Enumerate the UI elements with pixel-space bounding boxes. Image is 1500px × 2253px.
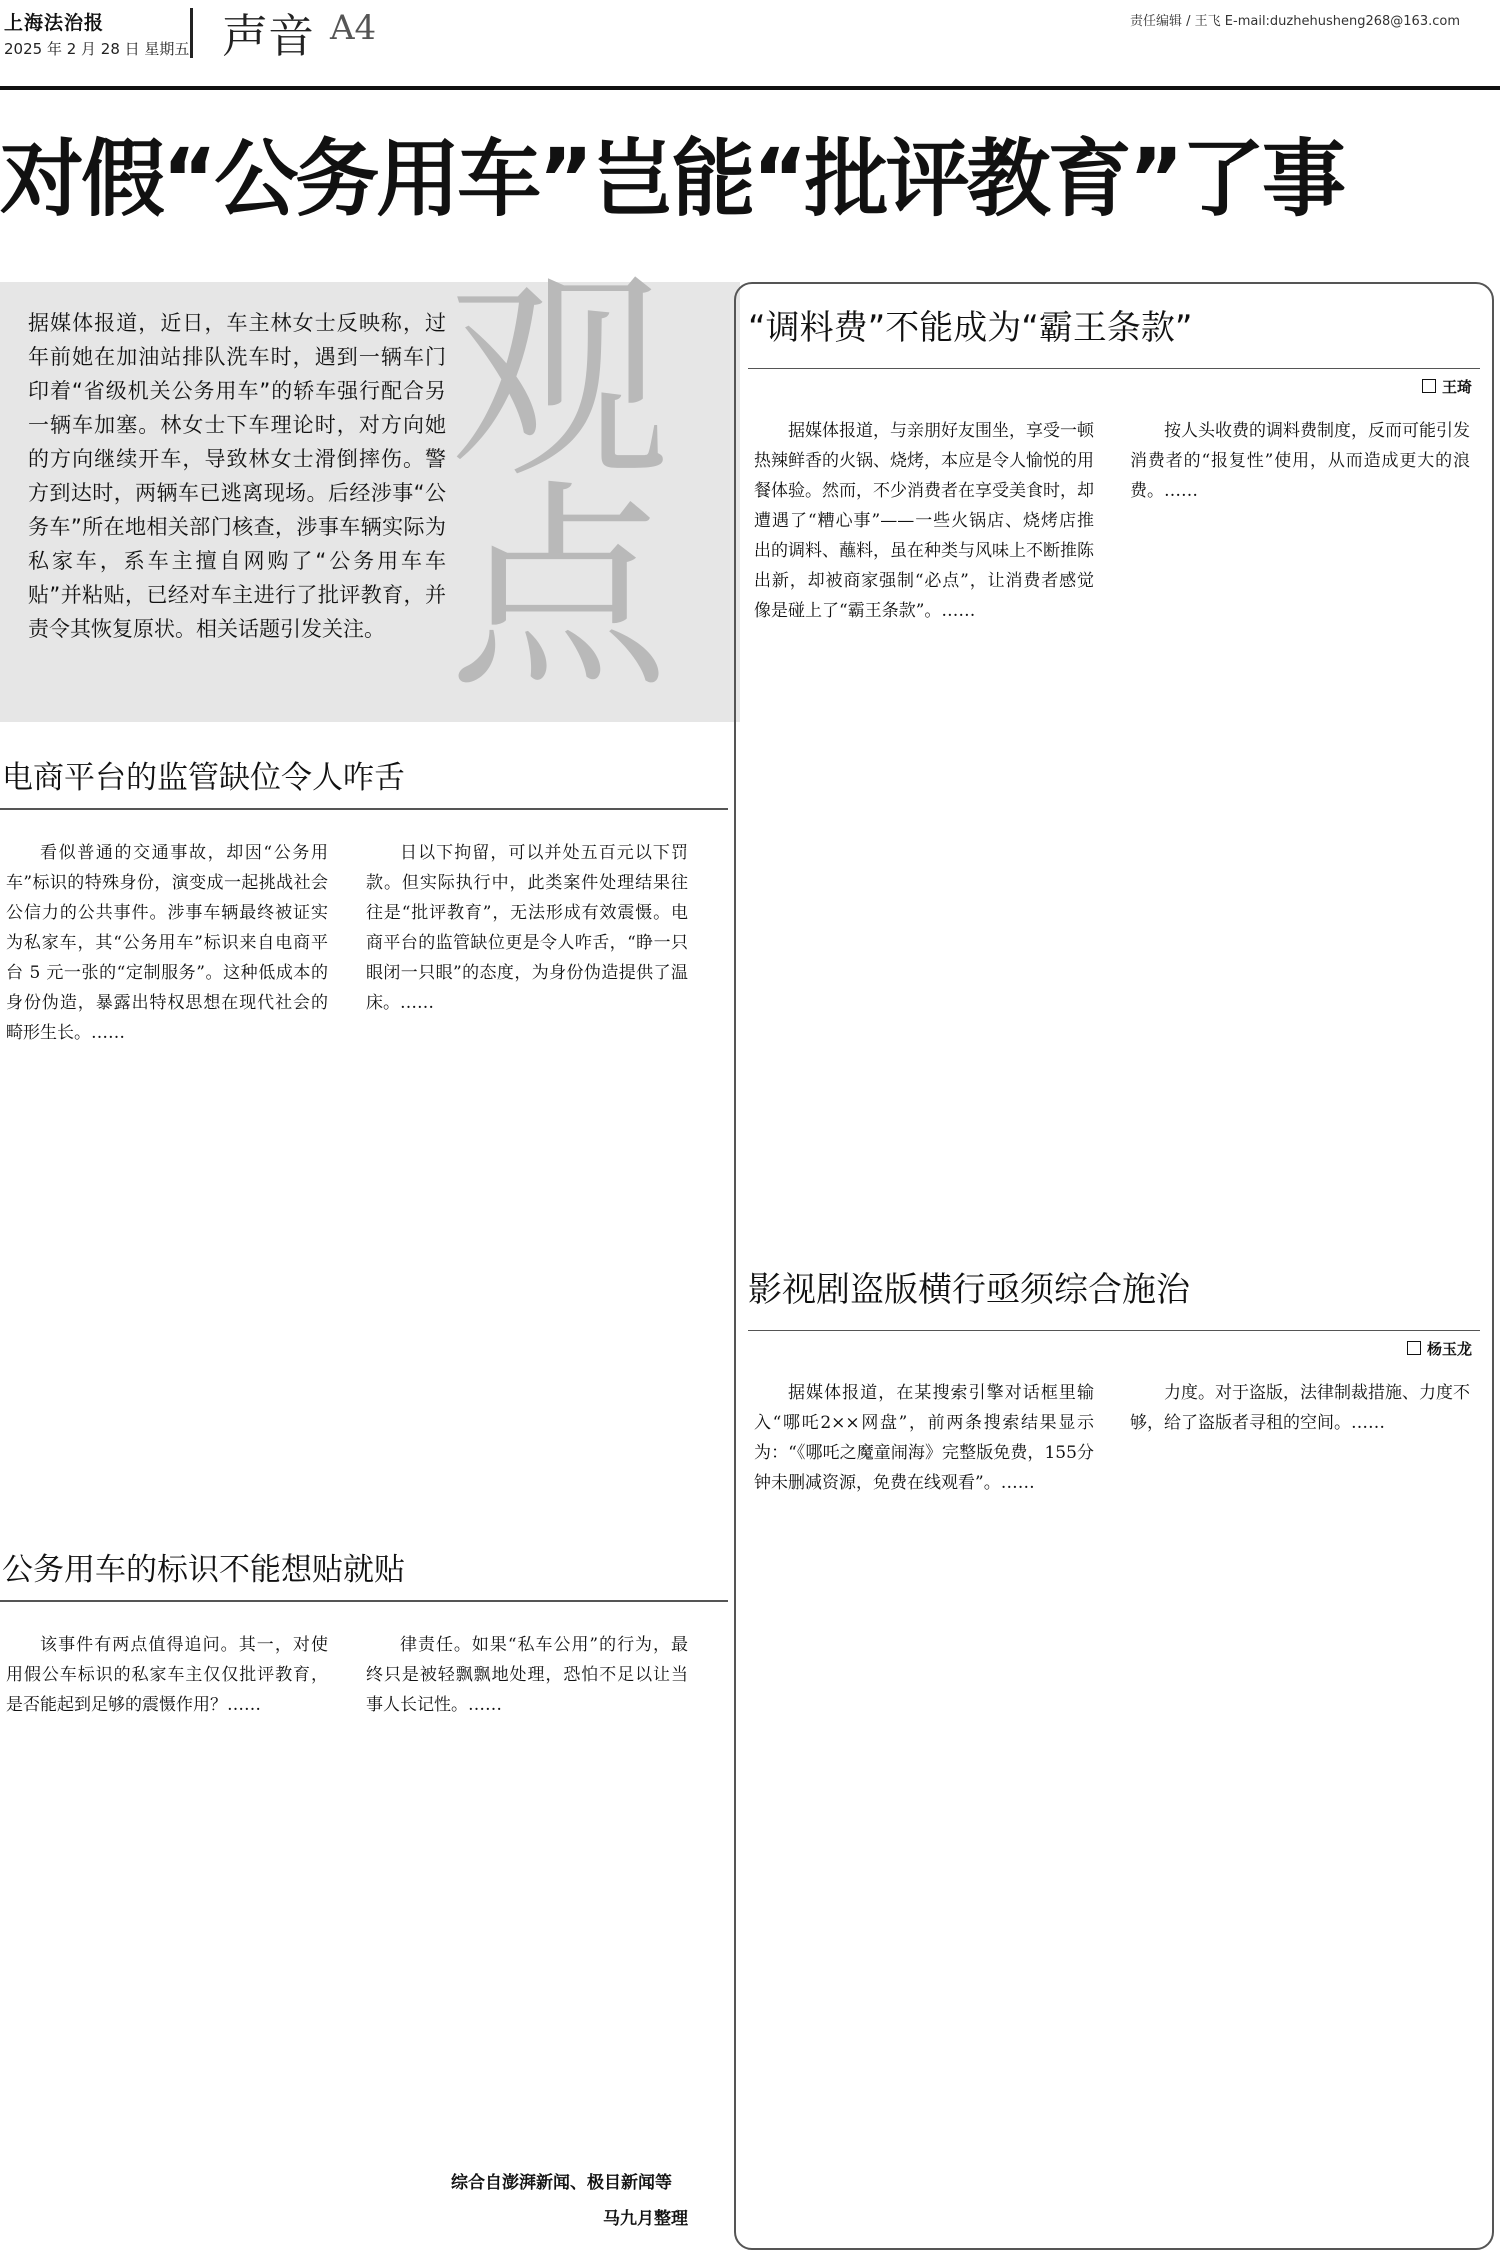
article3-title: “调料费”不能成为“霸王条款” [748, 308, 1193, 348]
article4-col2 [1130, 1378, 1470, 1438]
editor-info: 责任编辑 / 王飞 E-mail:duzhehusheng268@163.com [1130, 14, 1460, 29]
article3-col1 [754, 416, 1094, 626]
masthead-rule [0, 86, 1500, 90]
article2-title: 公务用车的标识不能想贴就贴 [2, 1552, 405, 1588]
issue-date: 2025 年 2 月 28 日 星期五 [4, 40, 190, 58]
article2-col1 [6, 1630, 328, 1720]
paragraph: 看似普通的交通事故，却因“公务用车”标识的特殊身份，演变成一起挑战社会公信力的公共事件。涉事车辆最终被证实为私家车，其“公务用车”标识来自电商平台 5 元一张的“定制服务”。这种低成本的身份伪造，暴露出特权思想在现代社会的畸形生长。…… [6, 843, 328, 1043]
article3-author: 王琦 [1441, 378, 1472, 396]
section-watermark: 观点 [412, 262, 668, 682]
article3-byline [1422, 376, 1472, 397]
article1-col2 [366, 838, 688, 1018]
article1-rule [0, 808, 728, 810]
paragraph: 据媒体报道，与亲朋好友围坐，享受一顿热辣鲜香的火锅、烧烤，本应是令人愉悦的用餐体验。然而，不少消费者在享受美食时，却遭遇了“糟心事”——一些火锅店、烧烤店推出的调料、蘸料，虽在种类与风味上不断推陈出新，却被商家强制“必点”，让消费者感觉像是碰上了“霸王条款”。…… [754, 421, 1094, 621]
byline-square-icon [1407, 1341, 1421, 1355]
article4-title: 影视剧盗版横行亟须综合施治 [748, 1270, 1190, 1310]
main-headline: 对假“公务用车”岂能“批评教育”了事 [0, 130, 1343, 228]
article2-source: 综合自澎湃新闻、极目新闻等 [451, 2173, 672, 2193]
paragraph: 日以下拘留，可以并处五百元以下罚款。但实际执行中，此类案件处理结果往往是“批评教育”，无法形成有效震慑。电商平台的监管缺位更是令人咋舌，“睁一只眼闭一只眼”的态度，为身份伪造提供了温床。…… [366, 843, 688, 1013]
article3-rule [748, 368, 1480, 369]
section-name: 声音 [222, 9, 314, 63]
page-number: A4 [330, 8, 377, 48]
paragraph: 按人头收费的调料费制度，反而可能引发消费者的“报复性”使用，从而造成更大的浪费。…… [1130, 421, 1470, 501]
article2-rule [0, 1600, 728, 1602]
article4-byline [1407, 1338, 1472, 1359]
article4-author: 杨玉龙 [1426, 1340, 1472, 1358]
byline-square-icon [1422, 379, 1436, 393]
article2-compiler: 马九月整理 [603, 2209, 688, 2229]
paragraph: 力度。对于盗版，法律制裁措施、力度不够，给了盗版者寻租的空间。…… [1130, 1383, 1470, 1433]
masthead-divider [190, 8, 193, 58]
paragraph: 该事件有两点值得追问。其一，对使用假公车标识的私家车主仅仅批评教育，是否能起到足够的震慑作用？…… [6, 1635, 328, 1715]
paragraph: 律责任。如果“私车公用”的行为，最终只是被轻飘飘地处理，恐怕不足以让当事人长记性。…… [366, 1635, 688, 1715]
newspaper-logo: 上海法治报 [4, 12, 105, 34]
article1-title: 电商平台的监管缺位令人咋舌 [2, 760, 405, 796]
paragraph: 据媒体报道，在某搜索引擎对话框里输入“哪吒2××网盘”，前两条搜索结果显示为：“《哪吒之魔童闹海》完整版免费，155分钟未删减资源，免费在线观看”。…… [754, 1383, 1094, 1493]
article4-col1 [754, 1378, 1094, 1498]
article3-col2 [1130, 416, 1470, 506]
article1-col1 [6, 838, 328, 1048]
lead-paragraph: 据媒体报道，近日，车主林女士反映称，过年前她在加油站排队洗车时，遇到一辆车门印着“省级机关公务用车”的轿车强行配合另一辆车加塞。林女士下车理论时，对方向她的方向继续开车，导致林女士滑倒摔伤。警方到达时，两辆车已逃离现场。后经涉事“公务车”所在地相关部门核查，涉事车辆实际为私家车，系车主擅自网购了“公务用车车贴”并粘贴，已经对车主进行了批评教育，并责令其恢复原状。相关话题引发关注。 [28, 311, 446, 641]
article2-col2 [366, 1630, 688, 1720]
article4-rule [748, 1330, 1480, 1331]
